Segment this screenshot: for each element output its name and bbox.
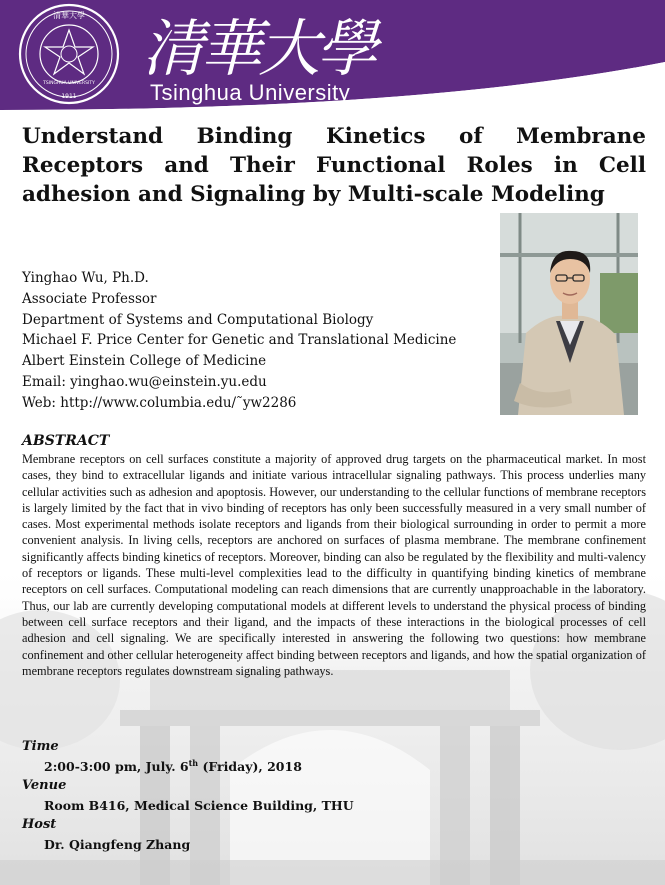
svg-text:清華大學: 清華大學 [142, 12, 375, 82]
header-band [0, 0, 665, 120]
abstract-heading: ABSTRACT [22, 433, 110, 449]
seal-ring-text: 清華大學 [53, 11, 85, 20]
host-value: Dr. Qiangfeng Zhang [44, 837, 191, 852]
speaker-college: Albert Einstein College of Medicine [22, 353, 267, 370]
university-seal-icon [2, 2, 136, 106]
lecture-title: Understand Binding Kinetics of Membrane Receptors and Their Functional Roles in Cell adhesion and Signaling by Multi-scale Modeling [22, 124, 646, 207]
speaker-email: Email: yinghao.wu@einstein.yu.edu [22, 373, 267, 390]
calligraphy-title [142, 6, 382, 82]
speaker-name: Yinghao Wu, Ph.D. [22, 270, 149, 286]
time-label: Time [22, 739, 59, 754]
speaker-web: Web: http://www.columbia.edu/˜yw2286 [22, 394, 297, 411]
abstract-body: Membrane receptors on cell surfaces constitute a majority of approved drug targets on the pharmaceutical market. In most cases, they bind to extracellular ligands and initiate various intracellular signaling pathways. This process underlies many cellular activities such as adhesion and apoptosis. However, our understanding to the cellular functions of membrane receptors is largely limited by the fact that in vivo binding of receptors has only been successfully measured in a very small number of cases. Most experimental methods isolate receptors and ligands from their biological surrounding in order to permit a more convenient analysis. In living cells, receptors are anchored on surfaces of plasma membrane. The membrane confinement significantly affects binding kinetics of receptors. Moreover, binding can also be regulated by the flexibility and multi-valency of receptors or ligands. These multi-level complexities lead to the difficulty in quantifying binding kinetics of membrane receptors on cell surfaces. Computational modeling can reach dimensions that are currently unapproachable in the laboratory. Thus, our lab are currently developing computational models at different levels to understand the physical process of binding between cell surface receptors and their ligand, and the impacts of these interactions in the biological processes of cell adhesion and cell signaling. We are specifically interested in answering the following two questions: how membrane confinement and other cellular heterogeneity affect binding between receptors and ligands, and how the spatial organization of membrane receptors regulates downstream signaling pathways. [22, 452, 646, 678]
university-name: Tsinghua University [150, 80, 351, 105]
speaker-position: Associate Professor [22, 290, 157, 307]
speaker-center: Michael F. Price Center for Genetic and Translational Medicine [22, 332, 457, 349]
venue-label: Venue [22, 778, 67, 793]
speaker-photo [500, 213, 638, 415]
seal-year: 1911 [61, 93, 77, 100]
venue-value: Room B416, Medical Science Building, THU [44, 798, 354, 813]
seal-ring-text-en: TSINGHUA UNIVERSITY [43, 81, 95, 86]
speaker-info [22, 268, 492, 414]
host-label: Host [22, 817, 57, 832]
speaker-department: Department of Systems and Computational Biology [22, 311, 374, 328]
time-value: 2:00-3:00 pm, July. 6th (Friday), 2018 [44, 757, 302, 774]
